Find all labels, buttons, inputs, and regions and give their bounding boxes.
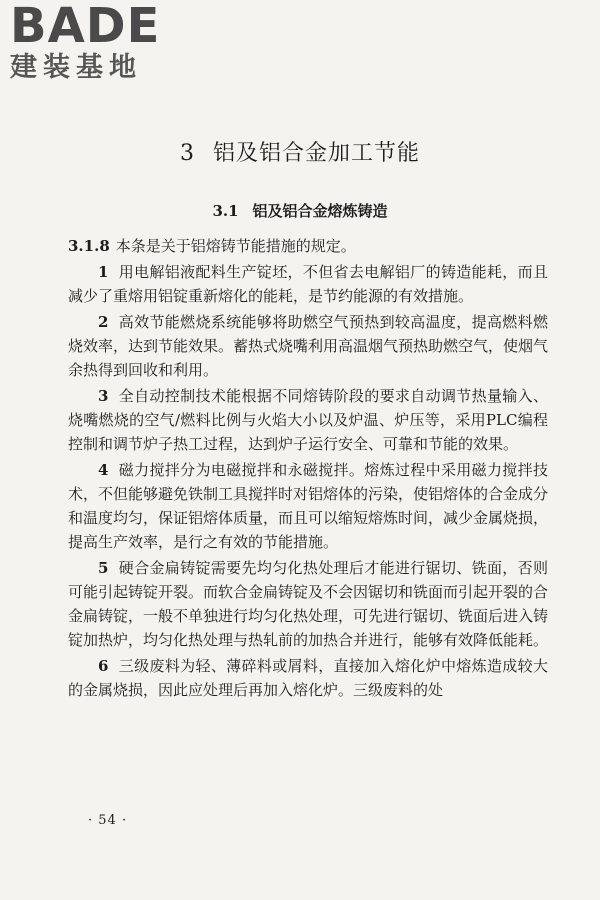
clause-text: 本条是关于铝熔铸节能措施的规定。 (115, 237, 356, 255)
section-title (0, 200, 600, 222)
list-item (68, 654, 548, 702)
item-text: 高效节能燃烧系统能够将助燃空气预热到较高温度，提高燃料燃烧效率，达到节能效果。蓄热式烧嘴利用高温烟气预热助燃空气，使烟气余热得到回收和利用。 (68, 313, 549, 379)
list-item (68, 458, 548, 554)
clause-intro (68, 234, 548, 258)
logo-wordmark: BADE (10, 0, 161, 54)
section-title-text: 铝及铝合金熔炼铸造 (252, 202, 388, 220)
chapter-title-text: 铝及铝合金加工节能 (212, 141, 420, 166)
list-item (68, 384, 548, 456)
item-text: 磁力搅拌分为电磁搅拌和永磁搅拌。熔炼过程中采用磁力搅拌技术，不但能够避免铁制工具搅拌时对铝熔体的污染，使铝熔体的合金成分和温度均匀，保证铝熔体质量，而且可以缩短熔炼时间，减少金属烧损，提高生产效率，是行之有效的节能措施。 (68, 461, 549, 551)
page-number: · 54 · (88, 813, 128, 828)
item-number: 4 (98, 461, 109, 479)
item-number: 3 (98, 387, 109, 405)
item-text: 硬合金扁铸锭需要先均匀化热处理后才能进行锯切、铣面，否则可能引起铸锭开裂。而软合金扁铸锭及不会因锯切和铣面而引起开裂的合金扁铸锭，一般不单独进行均匀化热处理，可先进行锯切、铣面后进入铸锭加热炉，均匀化热处理与热轧前的加热合并进行，能够有效降低能耗。 (68, 559, 549, 649)
item-text: 全自动控制技术能根据不同熔铸阶段的要求自动调节热量输入、烧嘴燃烧的空气/燃料比例与火焰大小以及炉温、炉压等，采用PLC编程控制和调节炉子热工过程，达到炉子运行安全、可靠和节能的效果。 (68, 387, 548, 453)
list-item (68, 260, 548, 308)
logo-subtitle: 建装基地 (10, 52, 142, 83)
list-item (68, 556, 548, 652)
chapter-title (0, 140, 600, 168)
item-number: 5 (98, 559, 109, 577)
item-text: 三级废料为轻、薄碎料或屑料，直接加入熔化炉中熔炼造成较大的金属烧损，因此应处理后再加入熔化炉。三级废料的处 (68, 657, 548, 699)
body-text (68, 234, 548, 702)
item-number: 2 (98, 313, 109, 331)
section-number: 3.1 (212, 202, 239, 220)
item-number: 6 (98, 657, 109, 675)
bade-logo (10, 2, 175, 83)
chapter-number: 3 (179, 141, 195, 166)
clause-number: 3.1.8 (68, 237, 110, 255)
item-text: 用电解铝液配料生产锭坯，不但省去电解铝厂的铸造能耗，而且减少了重熔用铝锭重新熔化的能耗，是节约能源的有效措施。 (68, 263, 548, 305)
list-item (68, 310, 548, 382)
item-number: 1 (98, 263, 109, 281)
